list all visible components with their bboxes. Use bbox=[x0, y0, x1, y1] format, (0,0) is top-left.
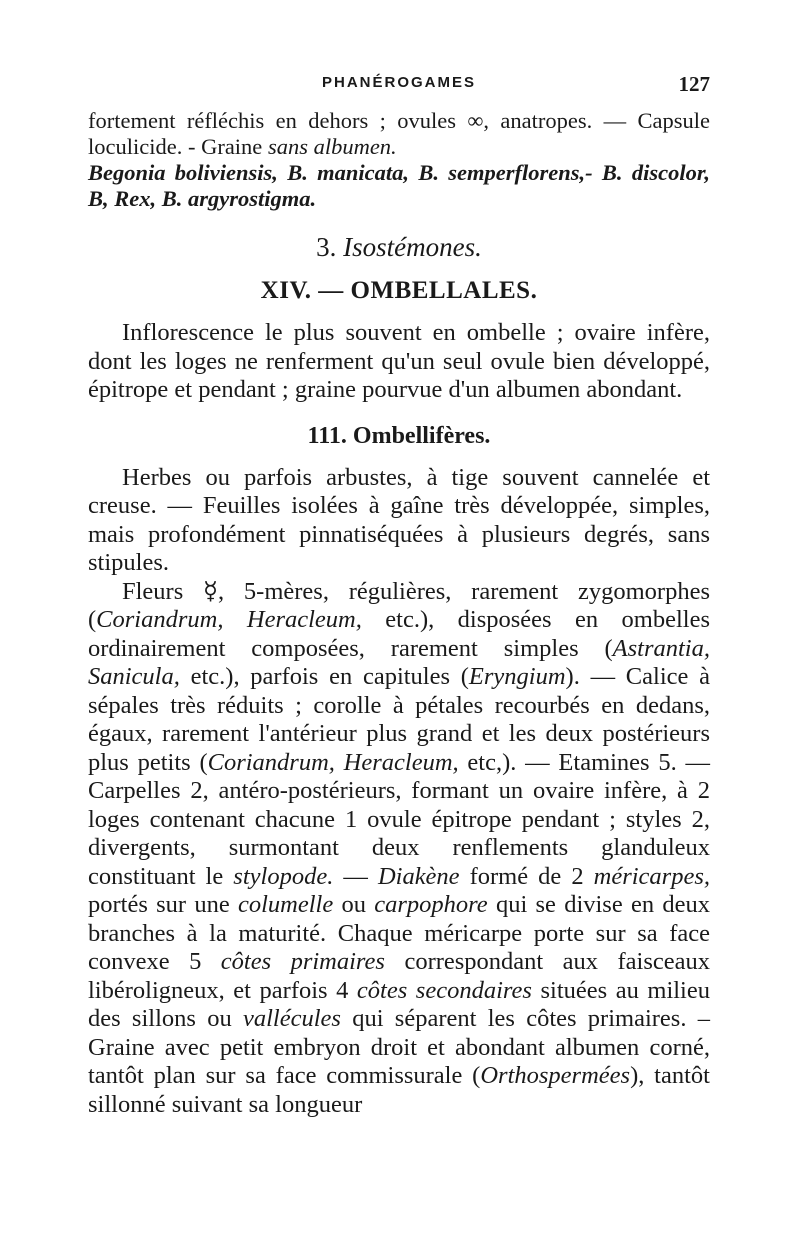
running-head bbox=[88, 74, 710, 98]
subclass-heading: 3. Isostémones. bbox=[316, 232, 482, 262]
running-title: PHANÉROGAMES bbox=[321, 74, 476, 91]
family-heading: 111. Ombellifères. bbox=[307, 422, 491, 449]
continued-paragraph: fortement réfléchis en dehors ; ovules ∞, anatropes. — Capsule loculicide. - Graine sans albumen. bbox=[88, 108, 710, 159]
page-body bbox=[88, 108, 710, 1119]
order-heading: XIV. — OMBELLALES. bbox=[260, 277, 538, 304]
family-paragraph-habit: Herbes ou parfois arbustes, à tige souvent cannelée et creuse. — Feuilles isolées à gaîne très développée, simples, mais profondément pinnatiséquées à plusieurs degrés, sans stipules. bbox=[88, 463, 710, 576]
order-description: Inflorescence le plus souvent en ombelle ; ovaire infère, dont les loges ne renferment qu'un seul ovule bien développé, épitrope et pendant ; graine pourvue d'un albumen abondant. bbox=[88, 319, 710, 403]
species-list: Begonia boliviensis, B. manicata, B. semperflorens,- B. discolor, B, Rex, B. argyrostigma. bbox=[88, 160, 710, 211]
page-number: 127 bbox=[678, 72, 710, 96]
family-paragraph-flowers: Fleurs ☿, 5-mères, régulières, rarement zygomorphes (Coriandrum, Heracleum, etc.), disposées en ombelles ordinairement composées, rarement simples (Astrantia, Sanicula, etc.), parfois en capitules (Eryngium). — Calice à sépales très réduits ; corolle à pétales recourbés en dedans, égaux, rarement l'antérieur plus grand et les deux postérieurs plus petits (Coriandrum, Heracleum, etc,). — Etamines 5. — Carpelles 2, antéro-postérieurs, formant un ovaire infère, à 2 loges contenant chacune 1 ovule épitrope pendant ; styles 2, divergents, surmontant deux renflements glanduleux constituant le stylopode. — Diakène formé de 2 méricarpes, portés sur une columelle ou carpophore qui se divise en deux branches à la maturité. Chaque méricarpe porte sur sa face convexe 5 côtes primaires correspondant aux faisceaux libéroligneux, et parfois 4 côtes secondaires situées au milieu des sillons ou vallécules qui séparent les côtes primaires. – Graine avec petit embryon droit et abondant albumen corné, tantôt plan sur sa face commissurale (Orthospermées), tantôt sillonné suivant sa longueur bbox=[88, 577, 711, 1118]
